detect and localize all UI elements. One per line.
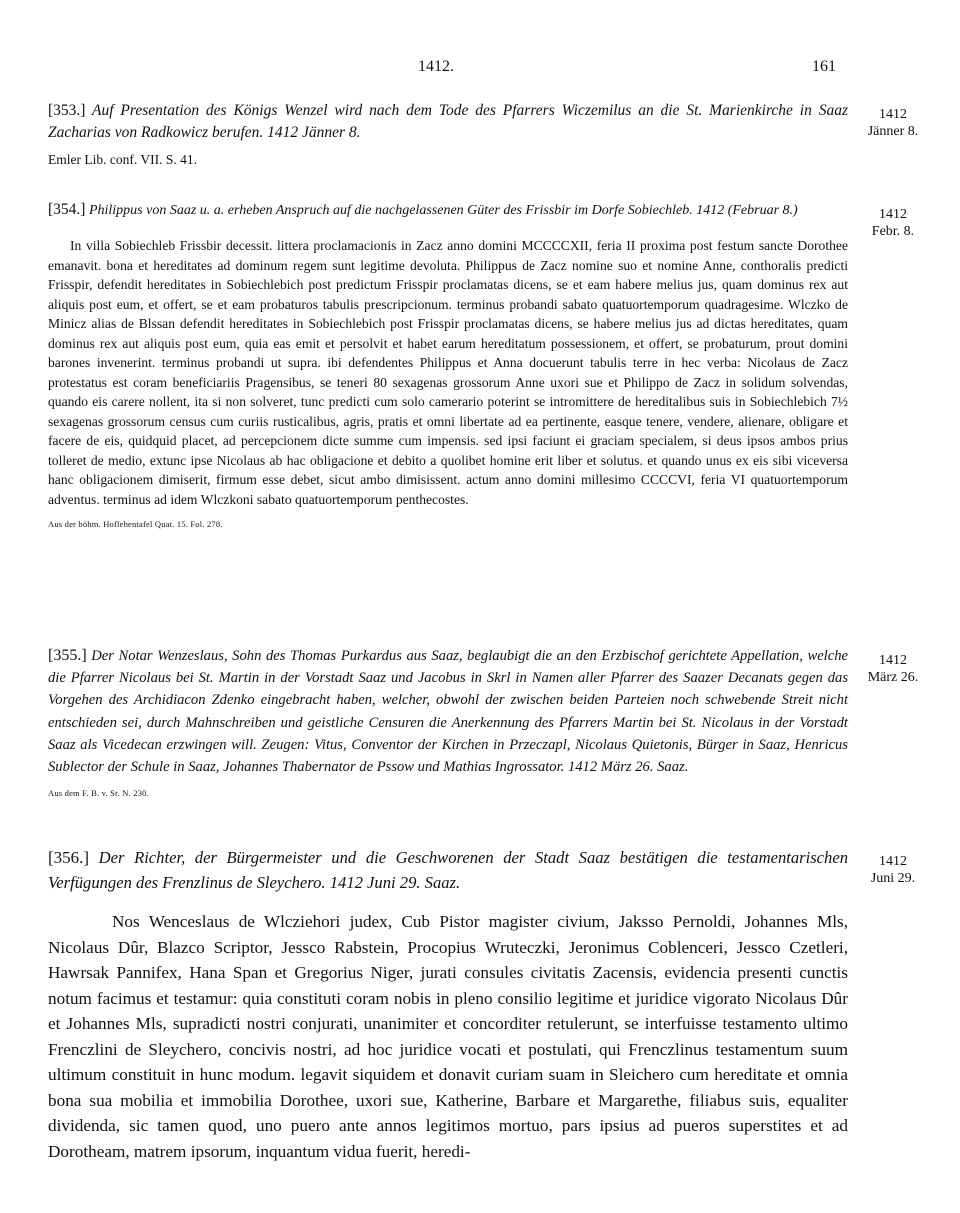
entry-354 bbox=[48, 199, 848, 529]
entry-body-text: In villa Sobiechleb Frissbir decessit. littera proclamacionis in Zacz anno domini MCCCCXII, feria II proxima post festum sancte Dorothee emanavit. bona et hereditates ad dominum regem sunt legitime devoluta. Philippus de Zacz nomine suo et nomine Anne, conthoralis predicti Frisspir, defendit hereditates in Sobiechlebich post predictum Frisspir proclamatas dicens, se et eam habere melius jus, quam dominus rex aut aliquis post eum, et offert, se et eam probaturos tabulis prescripcionum. terminus probandi sabato quatuortemporum quadragesime. Wlczko de Minicz alias de Blssan defendit hereditates in Sobiechlebich post Frisspir proclamatas dicens, se habere melius jus ad dictas hereditates, quam dominus rex aut aliquis post eum, quia eas emit et persolvit et habet earum hereditatum possessionem, et offert, se probaturum, prout domini barones invenerint. terminus probandi ut supra. ibi defendentes Philippus et Anna docuerunt tabulis terre in hec verba: Nicolaus de Zacz protestatus est coram beneficiariis Pragensibus, se teneri 80 sexagenas grossorum Anne uxori sue et Philippo de Zacz in solidum solvendas, quando eis carere nollent, ita si non solveret, tunc predicti cum solo camerario poterint se intromittere de hereditalibus suis in Sobiechlebich 7½ sexagenas grossorum census cum curiis rusticalibus, agris, pratis et omni libertate ad ea pertinente, easque tenere, vendere, alienare, obligare et facere de eis, quidquid placet, ad percepcionem dicte summe cum impensis. sed ipsi faciunt ei graciam specialem, si deus ipsos ambos prius tolleret de medio, extunc ipse Nicolaus ab hac obligacione et debito a quolibet homine erit liber et solutus. et quando unus ex eis sibi viceversa hanc obligacionem dimiserit, firmum esse debet, sicut ambo dimisissent. actum anno domini millesimo CCCCVI, feria VI quatuortemporum adventus. terminus ad idem Wlczkoni sabato quatuortemporum penthecostes. bbox=[48, 238, 848, 507]
margin-date-353 bbox=[858, 106, 928, 140]
entry-number: [353.] bbox=[48, 102, 86, 119]
entry-body-text: Nos Wenceslaus de Wlcziehori judex, Cub Pistor magister civium, Jaksso Pernoldi, Johannes Mls, Nicolaus Dûr, Blazco Scriptor, Jessco Rabstein, Procopius Wruteczki, Jeronimus Coblenceri, Jessco Czetleri, Hawrsak Pannifex, Hana Span et Gregorius Niger, jurati consules civitatis Zacensis, evidencia presenti cunctis notum facimus et testamur: quia constituti coram nobis in pleno consilio legitime et juridice vigorato Nicolaus Dûr et Johannes Mls, supradicti nostri conjurati, unanimiter et concorditer retulerunt, se interfuisse testamento ultimo Frenczlini de Sleychero, concivis nostri, ad hoc juridice vocati et postulati, qui Frenczlinus testamentum suum ultimum constituit in hunc modum. legavit siquidem et donavit curiam suam in Sleichero cum hereditate et omnia bona sua mobilia et immobilia Dorothee, uxori sue, Katherine, Barbare et Margarethe, filiabus suis, equaliter dividenda, sic tamen quod, uno puero ante annos legitimos mortuo, pars ipsius ad pueros superstites et ad Dorotheam, matrem ipsorum, inquantum vidua fuerit, heredi- bbox=[48, 912, 848, 1161]
entry-355-regest bbox=[48, 645, 848, 778]
entry-number: [354.] bbox=[48, 201, 86, 218]
entry-356-regest bbox=[48, 845, 848, 895]
margin-date-354 bbox=[858, 206, 928, 240]
page-number: 161 bbox=[812, 58, 836, 75]
entry-356-text bbox=[48, 909, 848, 1164]
regest-text: Auf Presentation des Königs Wenzel wird nach dem Tode des Pfarrers Wiczemilus an die St. Marienkirche in Saaz Zacharias von Radkowicz berufen. 1412 Jänner 8. bbox=[48, 102, 848, 141]
margin-date-356 bbox=[858, 853, 928, 887]
margin-day: Jänner 8. bbox=[867, 124, 919, 139]
margin-day: Febr. 8. bbox=[871, 224, 915, 239]
source-citation: Emler Lib. conf. VII. S. 41. bbox=[48, 152, 197, 167]
margin-year: 1412 bbox=[879, 207, 907, 222]
entry-354-regest bbox=[48, 199, 848, 222]
regest-text: Der Notar Wenzeslaus, Sohn des Thomas Purkardus aus Saaz, beglaubigt die an den Erzbischof gerichtete Appellation, welche die Pfarrer Nicolaus bei St. Martin in der Vorstadt Saaz und Jacobus in Skrl in Namen aller Pfarrer des Saazer Decanats gegen das Vorgehen des Archidiacon Zdenko eingebracht haben, welcher, obwohl der zwischen beiden Parteien noch schwebende Streit nicht entschieden sei, durch Mahnschreiben und geistliche Censuren die Anerkennung des Pfarrers Martin bei St. Nicolaus in der Vorstadt Saaz als Vicedecan erzwingen will. Zeugen: Vitus, Conventor der Kirchen in Przeczapl, Nicolaus Quietonis, Bürger in Saaz, Henricus Sublector der Schule in Saaz, Johannes Thabernator de Pssow und Mathias Ingrossator. 1412 März 26. Saaz. bbox=[48, 648, 848, 776]
entry-number: [355.] bbox=[48, 647, 87, 664]
entry-355 bbox=[48, 645, 848, 798]
margin-year: 1412 bbox=[879, 854, 907, 869]
entry-353 bbox=[48, 100, 848, 170]
entry-number: [356.] bbox=[48, 848, 90, 867]
margin-year: 1412 bbox=[879, 107, 907, 122]
margin-day: Juni 29. bbox=[870, 871, 916, 886]
entry-353-regest bbox=[48, 100, 848, 144]
entry-354-text bbox=[48, 236, 848, 509]
regest-text: Philippus von Saaz u. a. erheben Anspruch auf die nachgelassenen Güter des Frissbir im Dorfe Sobiechleb. 1412 (Februar 8.) bbox=[88, 203, 798, 218]
margin-day: März 26. bbox=[867, 670, 919, 685]
source-citation: Aus dem F. B. v. St. N. 230. bbox=[48, 788, 149, 799]
running-head-year: 1412. bbox=[418, 58, 454, 75]
source-citation: Aus der böhm. Hoflehentafel Quat. 15. Fol. 278. bbox=[48, 519, 223, 529]
regest-text: Der Richter, der Bürgermeister und die Geschworenen der Stadt Saaz bestätigen die testamentarischen Verfügungen des Frenzlinus de Sleychero. 1412 Juni 29. Saaz. bbox=[48, 848, 848, 892]
margin-year: 1412 bbox=[879, 653, 907, 668]
running-head bbox=[0, 58, 960, 78]
margin-date-355 bbox=[858, 652, 928, 686]
entry-356 bbox=[48, 845, 848, 1164]
